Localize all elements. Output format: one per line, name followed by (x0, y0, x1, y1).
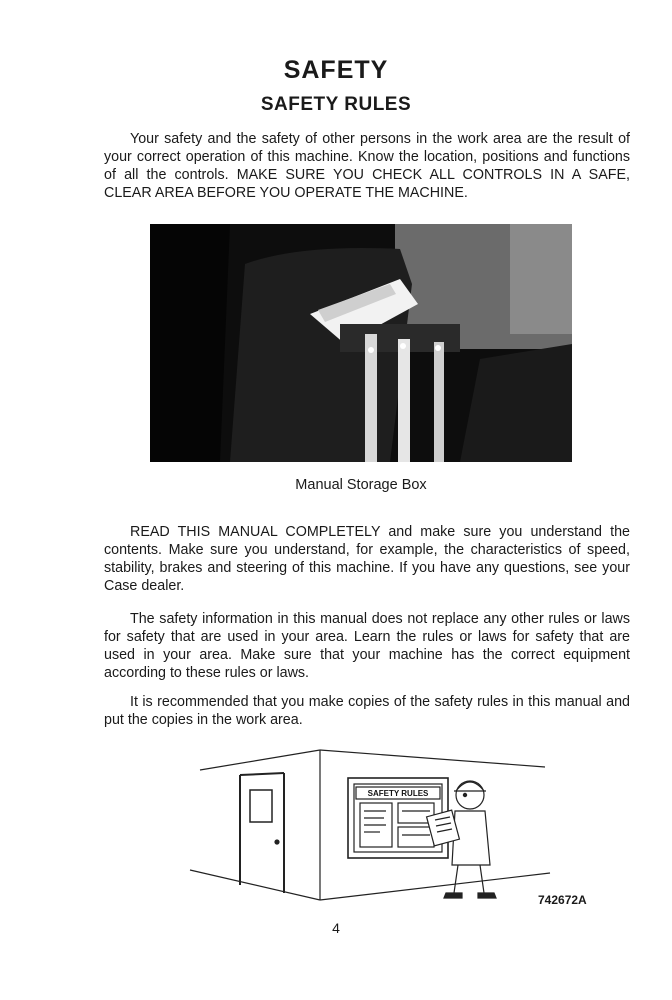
safety-rules-illustration (180, 745, 570, 910)
intro-text: Your safety and the safety of other persons in the work area are the result of your correct operation of this machine. Know the location, positions and functions of all the controls. MAKE SURE YOU CHECK ALL CONTROLS IN A SAFE, CLEAR AREA BEFORE YOU OPERATE THE MACHINE. (104, 131, 630, 201)
manual-storage-box-photo (150, 224, 572, 462)
section-title: SAFETY RULES (260, 94, 412, 115)
copies-text: It is recommended that you make copies of the safety rules in this manual and put the copies in the work area. (104, 694, 630, 728)
other-rules-text: The safety information in this manual does not replace any other rules or laws for safety that are used in your area. Learn the rules or laws for safety that are used in your area. Make sure that your machine has the correct equipment according to these rules or laws. (104, 611, 630, 681)
copies-paragraph (104, 693, 630, 729)
page-title: SAFETY (283, 56, 389, 84)
read-manual-paragraph (104, 523, 630, 595)
photo-caption: Manual Storage Box (295, 477, 427, 493)
intro-paragraph (104, 130, 630, 202)
board-heading: SAFETY RULES (367, 789, 429, 798)
figure-number: 742672A (538, 893, 587, 907)
other-rules-paragraph (104, 610, 630, 682)
page-number: 4 (332, 920, 340, 936)
read-manual-text: READ THIS MANUAL COMPLETELY and make sure you understand the contents. Make sure you understand, for example, the characteristics of speed, stability, brakes and steering of this machine. If you have any questions, see your Case dealer. (104, 524, 630, 594)
